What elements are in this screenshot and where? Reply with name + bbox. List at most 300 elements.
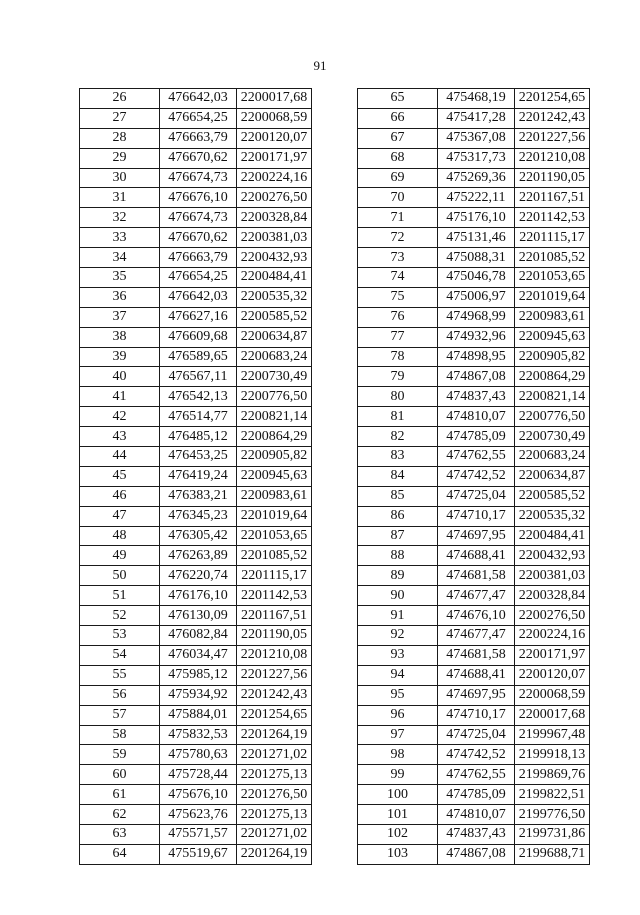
x-coordinate-cell: 475269,36 bbox=[438, 168, 515, 188]
table-row bbox=[358, 407, 590, 427]
point-number-cell: 87 bbox=[358, 526, 438, 546]
y-coordinate-cell: 2201264,19 bbox=[237, 725, 312, 745]
point-number-cell: 46 bbox=[80, 486, 160, 506]
table-row bbox=[80, 546, 312, 566]
table-row bbox=[358, 824, 590, 844]
x-coordinate-cell: 476345,23 bbox=[160, 506, 237, 526]
table-row bbox=[80, 685, 312, 705]
y-coordinate-cell: 2200585,52 bbox=[515, 486, 590, 506]
table-row bbox=[358, 427, 590, 447]
y-coordinate-cell: 2200328,84 bbox=[515, 586, 590, 606]
table-row bbox=[80, 665, 312, 685]
y-coordinate-cell: 2200864,29 bbox=[515, 367, 590, 387]
y-coordinate-cell: 2200381,03 bbox=[515, 566, 590, 586]
point-number-cell: 99 bbox=[358, 765, 438, 785]
point-number-cell: 94 bbox=[358, 665, 438, 685]
x-coordinate-cell: 476220,74 bbox=[160, 566, 237, 586]
point-number-cell: 93 bbox=[358, 645, 438, 665]
x-coordinate-cell: 474837,43 bbox=[438, 824, 515, 844]
y-coordinate-cell: 2201167,51 bbox=[237, 606, 312, 626]
table-row bbox=[358, 546, 590, 566]
y-coordinate-cell: 2200484,41 bbox=[237, 268, 312, 288]
table-row bbox=[358, 506, 590, 526]
y-coordinate-cell: 2200821,14 bbox=[515, 387, 590, 407]
point-number-cell: 95 bbox=[358, 685, 438, 705]
point-number-cell: 60 bbox=[80, 765, 160, 785]
x-coordinate-cell: 474697,95 bbox=[438, 526, 515, 546]
x-coordinate-cell: 476305,42 bbox=[160, 526, 237, 546]
point-number-cell: 66 bbox=[358, 108, 438, 128]
y-coordinate-cell: 2200171,97 bbox=[515, 645, 590, 665]
point-number-cell: 65 bbox=[358, 89, 438, 109]
table-row bbox=[358, 128, 590, 148]
table-row bbox=[80, 725, 312, 745]
table-row bbox=[358, 486, 590, 506]
y-coordinate-cell: 2200776,50 bbox=[237, 387, 312, 407]
y-coordinate-cell: 2200171,97 bbox=[237, 148, 312, 168]
table-row bbox=[358, 685, 590, 705]
point-number-cell: 70 bbox=[358, 188, 438, 208]
point-number-cell: 89 bbox=[358, 566, 438, 586]
y-coordinate-cell: 2200068,59 bbox=[515, 685, 590, 705]
y-coordinate-cell: 2200120,07 bbox=[237, 128, 312, 148]
table-row bbox=[80, 327, 312, 347]
table-row bbox=[358, 805, 590, 825]
table-row bbox=[358, 387, 590, 407]
point-number-cell: 45 bbox=[80, 466, 160, 486]
y-coordinate-cell: 2200585,52 bbox=[237, 307, 312, 327]
x-coordinate-cell: 476663,79 bbox=[160, 128, 237, 148]
table-row bbox=[358, 228, 590, 248]
x-coordinate-cell: 474810,07 bbox=[438, 805, 515, 825]
x-coordinate-cell: 474710,17 bbox=[438, 705, 515, 725]
point-number-cell: 44 bbox=[80, 447, 160, 467]
table-row bbox=[358, 785, 590, 805]
point-number-cell: 85 bbox=[358, 486, 438, 506]
table-row bbox=[80, 427, 312, 447]
point-number-cell: 69 bbox=[358, 168, 438, 188]
table-row bbox=[80, 566, 312, 586]
point-number-cell: 72 bbox=[358, 228, 438, 248]
x-coordinate-cell: 474837,43 bbox=[438, 387, 515, 407]
point-number-cell: 32 bbox=[80, 208, 160, 228]
table-row bbox=[358, 208, 590, 228]
y-coordinate-cell: 2200432,93 bbox=[237, 248, 312, 268]
coordinates-table-left bbox=[79, 88, 312, 865]
table-row bbox=[80, 367, 312, 387]
point-number-cell: 28 bbox=[80, 128, 160, 148]
x-coordinate-cell: 475317,73 bbox=[438, 148, 515, 168]
y-coordinate-cell: 2201115,17 bbox=[515, 228, 590, 248]
table-row bbox=[358, 466, 590, 486]
x-coordinate-cell: 474681,58 bbox=[438, 645, 515, 665]
point-number-cell: 27 bbox=[80, 108, 160, 128]
point-number-cell: 103 bbox=[358, 844, 438, 864]
table-row bbox=[80, 824, 312, 844]
table-row bbox=[80, 128, 312, 148]
y-coordinate-cell: 2201142,53 bbox=[237, 586, 312, 606]
x-coordinate-cell: 476676,10 bbox=[160, 188, 237, 208]
x-coordinate-cell: 475131,46 bbox=[438, 228, 515, 248]
point-number-cell: 88 bbox=[358, 546, 438, 566]
point-number-cell: 76 bbox=[358, 307, 438, 327]
y-coordinate-cell: 2200224,16 bbox=[237, 168, 312, 188]
y-coordinate-cell: 2200381,03 bbox=[237, 228, 312, 248]
point-number-cell: 34 bbox=[80, 248, 160, 268]
y-coordinate-cell: 2200068,59 bbox=[237, 108, 312, 128]
x-coordinate-cell: 475088,31 bbox=[438, 248, 515, 268]
point-number-cell: 50 bbox=[80, 566, 160, 586]
y-coordinate-cell: 2201053,65 bbox=[237, 526, 312, 546]
point-number-cell: 47 bbox=[80, 506, 160, 526]
y-coordinate-cell: 2200535,32 bbox=[237, 287, 312, 307]
table-row bbox=[80, 268, 312, 288]
point-number-cell: 90 bbox=[358, 586, 438, 606]
point-number-cell: 62 bbox=[80, 805, 160, 825]
point-number-cell: 71 bbox=[358, 208, 438, 228]
x-coordinate-cell: 474810,07 bbox=[438, 407, 515, 427]
table-row bbox=[80, 108, 312, 128]
y-coordinate-cell: 2200730,49 bbox=[237, 367, 312, 387]
table-row bbox=[80, 486, 312, 506]
y-coordinate-cell: 2201271,02 bbox=[237, 824, 312, 844]
y-coordinate-cell: 2200535,32 bbox=[515, 506, 590, 526]
y-coordinate-cell: 2201190,05 bbox=[515, 168, 590, 188]
point-number-cell: 57 bbox=[80, 705, 160, 725]
x-coordinate-cell: 476674,73 bbox=[160, 168, 237, 188]
point-number-cell: 37 bbox=[80, 307, 160, 327]
table-row bbox=[358, 566, 590, 586]
point-number-cell: 29 bbox=[80, 148, 160, 168]
table-row bbox=[80, 148, 312, 168]
x-coordinate-cell: 476034,47 bbox=[160, 645, 237, 665]
point-number-cell: 49 bbox=[80, 546, 160, 566]
x-coordinate-cell: 474898,95 bbox=[438, 347, 515, 367]
x-coordinate-cell: 475417,28 bbox=[438, 108, 515, 128]
point-number-cell: 80 bbox=[358, 387, 438, 407]
point-number-cell: 64 bbox=[80, 844, 160, 864]
y-coordinate-cell: 2199731,86 bbox=[515, 824, 590, 844]
x-coordinate-cell: 474762,55 bbox=[438, 447, 515, 467]
x-coordinate-cell: 474677,47 bbox=[438, 586, 515, 606]
y-coordinate-cell: 2201271,02 bbox=[237, 745, 312, 765]
table-row bbox=[80, 626, 312, 646]
y-coordinate-cell: 2199688,71 bbox=[515, 844, 590, 864]
y-coordinate-cell: 2201242,43 bbox=[515, 108, 590, 128]
y-coordinate-cell: 2200864,29 bbox=[237, 427, 312, 447]
table-row bbox=[80, 188, 312, 208]
y-coordinate-cell: 2199776,50 bbox=[515, 805, 590, 825]
x-coordinate-cell: 475832,53 bbox=[160, 725, 237, 745]
point-number-cell: 67 bbox=[358, 128, 438, 148]
table-row bbox=[80, 844, 312, 864]
y-coordinate-cell: 2200821,14 bbox=[237, 407, 312, 427]
y-coordinate-cell: 2200328,84 bbox=[237, 208, 312, 228]
table-row bbox=[358, 606, 590, 626]
table-row bbox=[358, 89, 590, 109]
point-number-cell: 39 bbox=[80, 347, 160, 367]
y-coordinate-cell: 2201276,50 bbox=[237, 785, 312, 805]
x-coordinate-cell: 474932,96 bbox=[438, 327, 515, 347]
x-coordinate-cell: 476674,73 bbox=[160, 208, 237, 228]
point-number-cell: 75 bbox=[358, 287, 438, 307]
point-number-cell: 48 bbox=[80, 526, 160, 546]
y-coordinate-cell: 2200276,50 bbox=[237, 188, 312, 208]
table-row bbox=[358, 248, 590, 268]
x-coordinate-cell: 476627,16 bbox=[160, 307, 237, 327]
table-row bbox=[80, 248, 312, 268]
point-number-cell: 30 bbox=[80, 168, 160, 188]
y-coordinate-cell: 2200224,16 bbox=[515, 626, 590, 646]
y-coordinate-cell: 2200634,87 bbox=[237, 327, 312, 347]
x-coordinate-cell: 475934,92 bbox=[160, 685, 237, 705]
y-coordinate-cell: 2201227,56 bbox=[515, 128, 590, 148]
table-row bbox=[80, 447, 312, 467]
point-number-cell: 97 bbox=[358, 725, 438, 745]
y-coordinate-cell: 2201254,65 bbox=[515, 89, 590, 109]
y-coordinate-cell: 2201210,08 bbox=[515, 148, 590, 168]
table-row bbox=[80, 606, 312, 626]
y-coordinate-cell: 2200905,82 bbox=[515, 347, 590, 367]
x-coordinate-cell: 474710,17 bbox=[438, 506, 515, 526]
y-coordinate-cell: 2200484,41 bbox=[515, 526, 590, 546]
x-coordinate-cell: 474688,41 bbox=[438, 665, 515, 685]
table-row bbox=[358, 526, 590, 546]
point-number-cell: 59 bbox=[80, 745, 160, 765]
x-coordinate-cell: 476670,62 bbox=[160, 228, 237, 248]
table-row bbox=[358, 705, 590, 725]
y-coordinate-cell: 2201227,56 bbox=[237, 665, 312, 685]
x-coordinate-cell: 474688,41 bbox=[438, 546, 515, 566]
y-coordinate-cell: 2199918,13 bbox=[515, 745, 590, 765]
x-coordinate-cell: 475468,19 bbox=[438, 89, 515, 109]
point-number-cell: 40 bbox=[80, 367, 160, 387]
table-row bbox=[80, 89, 312, 109]
x-coordinate-cell: 475884,01 bbox=[160, 705, 237, 725]
y-coordinate-cell: 2200276,50 bbox=[515, 606, 590, 626]
x-coordinate-cell: 476642,03 bbox=[160, 287, 237, 307]
y-coordinate-cell: 2200730,49 bbox=[515, 427, 590, 447]
table-row bbox=[358, 745, 590, 765]
point-number-cell: 79 bbox=[358, 367, 438, 387]
table-row bbox=[80, 228, 312, 248]
x-coordinate-cell: 476176,10 bbox=[160, 586, 237, 606]
x-coordinate-cell: 476609,68 bbox=[160, 327, 237, 347]
y-coordinate-cell: 2201167,51 bbox=[515, 188, 590, 208]
table-row bbox=[80, 526, 312, 546]
point-number-cell: 31 bbox=[80, 188, 160, 208]
y-coordinate-cell: 2200017,68 bbox=[237, 89, 312, 109]
table-row bbox=[358, 168, 590, 188]
point-number-cell: 73 bbox=[358, 248, 438, 268]
x-coordinate-cell: 474867,08 bbox=[438, 844, 515, 864]
table-row bbox=[358, 586, 590, 606]
y-coordinate-cell: 2201115,17 bbox=[237, 566, 312, 586]
point-number-cell: 26 bbox=[80, 89, 160, 109]
x-coordinate-cell: 476130,09 bbox=[160, 606, 237, 626]
y-coordinate-cell: 2199869,76 bbox=[515, 765, 590, 785]
point-number-cell: 98 bbox=[358, 745, 438, 765]
y-coordinate-cell: 2200634,87 bbox=[515, 466, 590, 486]
x-coordinate-cell: 474742,52 bbox=[438, 466, 515, 486]
x-coordinate-cell: 475176,10 bbox=[438, 208, 515, 228]
table-row bbox=[358, 108, 590, 128]
table-row bbox=[80, 387, 312, 407]
table-row bbox=[358, 188, 590, 208]
y-coordinate-cell: 2200683,24 bbox=[515, 447, 590, 467]
table-row bbox=[80, 208, 312, 228]
table-row bbox=[80, 466, 312, 486]
page-number: 91 bbox=[313, 58, 327, 73]
table-row bbox=[80, 765, 312, 785]
table-row bbox=[358, 148, 590, 168]
table-row bbox=[358, 287, 590, 307]
point-number-cell: 96 bbox=[358, 705, 438, 725]
y-coordinate-cell: 2200905,82 bbox=[237, 447, 312, 467]
y-coordinate-cell: 2201254,65 bbox=[237, 705, 312, 725]
point-number-cell: 63 bbox=[80, 824, 160, 844]
x-coordinate-cell: 474762,55 bbox=[438, 765, 515, 785]
x-coordinate-cell: 476263,89 bbox=[160, 546, 237, 566]
x-coordinate-cell: 475367,08 bbox=[438, 128, 515, 148]
table-row bbox=[358, 447, 590, 467]
point-number-cell: 82 bbox=[358, 427, 438, 447]
table-row bbox=[358, 844, 590, 864]
point-number-cell: 78 bbox=[358, 347, 438, 367]
x-coordinate-cell: 475519,67 bbox=[160, 844, 237, 864]
x-coordinate-cell: 476670,62 bbox=[160, 148, 237, 168]
x-coordinate-cell: 476654,25 bbox=[160, 268, 237, 288]
table-row bbox=[358, 645, 590, 665]
table-row bbox=[80, 506, 312, 526]
x-coordinate-cell: 475676,10 bbox=[160, 785, 237, 805]
table-row bbox=[80, 785, 312, 805]
point-number-cell: 101 bbox=[358, 805, 438, 825]
point-number-cell: 52 bbox=[80, 606, 160, 626]
point-number-cell: 51 bbox=[80, 586, 160, 606]
table-row bbox=[358, 268, 590, 288]
point-number-cell: 61 bbox=[80, 785, 160, 805]
table-row bbox=[80, 168, 312, 188]
point-number-cell: 92 bbox=[358, 626, 438, 646]
x-coordinate-cell: 475046,78 bbox=[438, 268, 515, 288]
y-coordinate-cell: 2200432,93 bbox=[515, 546, 590, 566]
x-coordinate-cell: 475006,97 bbox=[438, 287, 515, 307]
point-number-cell: 77 bbox=[358, 327, 438, 347]
table-row bbox=[80, 705, 312, 725]
point-number-cell: 33 bbox=[80, 228, 160, 248]
y-coordinate-cell: 2201275,13 bbox=[237, 805, 312, 825]
y-coordinate-cell: 2200983,61 bbox=[237, 486, 312, 506]
y-coordinate-cell: 2200120,07 bbox=[515, 665, 590, 685]
point-number-cell: 86 bbox=[358, 506, 438, 526]
y-coordinate-cell: 2201190,05 bbox=[237, 626, 312, 646]
table-row bbox=[358, 347, 590, 367]
y-coordinate-cell: 2200017,68 bbox=[515, 705, 590, 725]
x-coordinate-cell: 474681,58 bbox=[438, 566, 515, 586]
x-coordinate-cell: 474867,08 bbox=[438, 367, 515, 387]
table-row bbox=[80, 347, 312, 367]
x-coordinate-cell: 475780,63 bbox=[160, 745, 237, 765]
y-coordinate-cell: 2201019,64 bbox=[515, 287, 590, 307]
y-coordinate-cell: 2199967,48 bbox=[515, 725, 590, 745]
table-row bbox=[358, 725, 590, 745]
x-coordinate-cell: 474725,04 bbox=[438, 486, 515, 506]
point-number-cell: 36 bbox=[80, 287, 160, 307]
x-coordinate-cell: 474742,52 bbox=[438, 745, 515, 765]
y-coordinate-cell: 2200983,61 bbox=[515, 307, 590, 327]
point-number-cell: 102 bbox=[358, 824, 438, 844]
y-coordinate-cell: 2201142,53 bbox=[515, 208, 590, 228]
y-coordinate-cell: 2200683,24 bbox=[237, 347, 312, 367]
x-coordinate-cell: 475985,12 bbox=[160, 665, 237, 685]
point-number-cell: 54 bbox=[80, 645, 160, 665]
y-coordinate-cell: 2201210,08 bbox=[237, 645, 312, 665]
point-number-cell: 53 bbox=[80, 626, 160, 646]
table-row bbox=[358, 626, 590, 646]
point-number-cell: 58 bbox=[80, 725, 160, 745]
table-row bbox=[358, 367, 590, 387]
y-coordinate-cell: 2200945,63 bbox=[515, 327, 590, 347]
table-row bbox=[358, 765, 590, 785]
x-coordinate-cell: 474725,04 bbox=[438, 725, 515, 745]
x-coordinate-cell: 476485,12 bbox=[160, 427, 237, 447]
table-row bbox=[80, 645, 312, 665]
point-number-cell: 83 bbox=[358, 447, 438, 467]
y-coordinate-cell: 2201264,19 bbox=[237, 844, 312, 864]
x-coordinate-cell: 476419,24 bbox=[160, 466, 237, 486]
point-number-cell: 35 bbox=[80, 268, 160, 288]
x-coordinate-cell: 476082,84 bbox=[160, 626, 237, 646]
y-coordinate-cell: 2201053,65 bbox=[515, 268, 590, 288]
x-coordinate-cell: 476663,79 bbox=[160, 248, 237, 268]
y-coordinate-cell: 2201275,13 bbox=[237, 765, 312, 785]
y-coordinate-cell: 2201085,52 bbox=[237, 546, 312, 566]
point-number-cell: 74 bbox=[358, 268, 438, 288]
point-number-cell: 43 bbox=[80, 427, 160, 447]
y-coordinate-cell: 2201085,52 bbox=[515, 248, 590, 268]
point-number-cell: 38 bbox=[80, 327, 160, 347]
table-row bbox=[358, 327, 590, 347]
y-coordinate-cell: 2199822,51 bbox=[515, 785, 590, 805]
x-coordinate-cell: 476453,25 bbox=[160, 447, 237, 467]
point-number-cell: 55 bbox=[80, 665, 160, 685]
x-coordinate-cell: 476542,13 bbox=[160, 387, 237, 407]
table-row bbox=[358, 307, 590, 327]
x-coordinate-cell: 474785,09 bbox=[438, 785, 515, 805]
point-number-cell: 84 bbox=[358, 466, 438, 486]
x-coordinate-cell: 474968,99 bbox=[438, 307, 515, 327]
x-coordinate-cell: 476567,11 bbox=[160, 367, 237, 387]
x-coordinate-cell: 476654,25 bbox=[160, 108, 237, 128]
table-row bbox=[80, 586, 312, 606]
x-coordinate-cell: 474677,47 bbox=[438, 626, 515, 646]
x-coordinate-cell: 474697,95 bbox=[438, 685, 515, 705]
point-number-cell: 91 bbox=[358, 606, 438, 626]
x-coordinate-cell: 476642,03 bbox=[160, 89, 237, 109]
table-row bbox=[80, 407, 312, 427]
x-coordinate-cell: 475571,57 bbox=[160, 824, 237, 844]
x-coordinate-cell: 476589,65 bbox=[160, 347, 237, 367]
point-number-cell: 56 bbox=[80, 685, 160, 705]
point-number-cell: 41 bbox=[80, 387, 160, 407]
x-coordinate-cell: 476383,21 bbox=[160, 486, 237, 506]
point-number-cell: 100 bbox=[358, 785, 438, 805]
table-row bbox=[358, 665, 590, 685]
y-coordinate-cell: 2200776,50 bbox=[515, 407, 590, 427]
table-row bbox=[80, 745, 312, 765]
x-coordinate-cell: 474676,10 bbox=[438, 606, 515, 626]
